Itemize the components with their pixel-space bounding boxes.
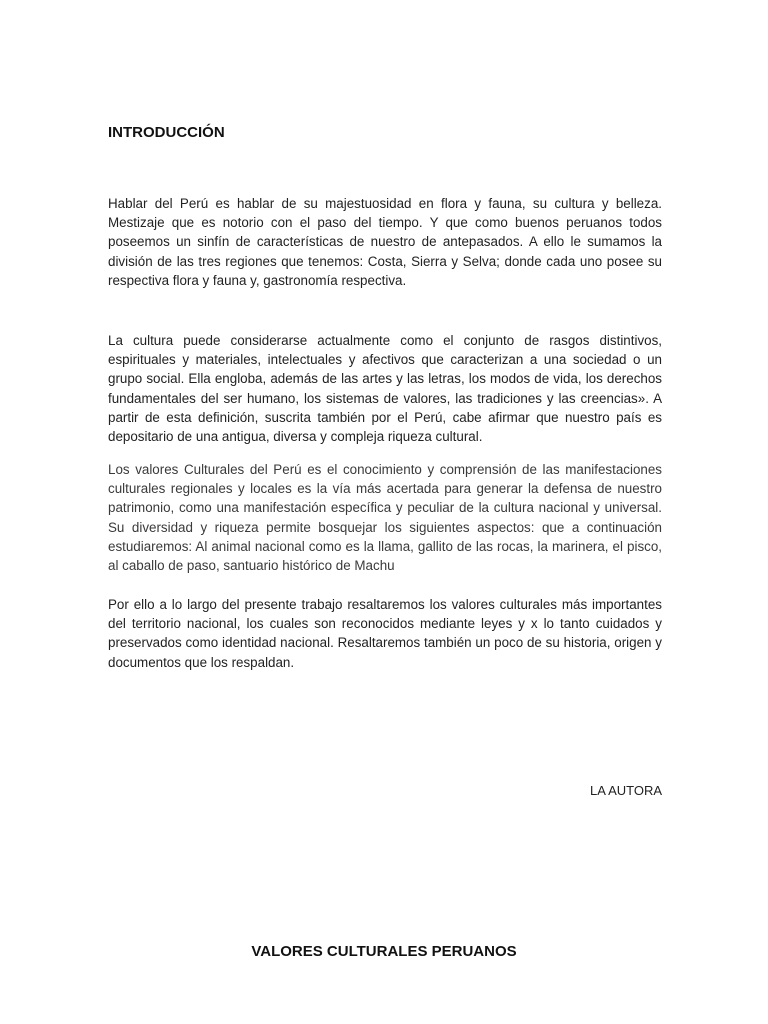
intro-paragraph-1: Hablar del Perú es hablar de su majestuosidad en flora y fauna, su cultura y belleza. Mestizaje que es notorio con el paso del tiempo. Y que como buenos peruanos todos poseemos un sinfín de características de nuestro de antepasados. A ello le sumamos la división de las tres regiones que tenemos: Costa, Sierra y Selva; donde cada uno posee su respectiva flora y fauna y, gastronomía respectiva.: [108, 196, 662, 288]
intro-paragraph-4: Por ello a lo largo del presente trabajo resaltaremos los valores culturales más importantes del territorio nacional, los cuales son reconocidos mediante leyes y x lo tanto cuidados y preservados como identidad nacional. Resaltaremos también un poco de su historia, origen y documentos que los respaldan.: [108, 597, 662, 670]
introduction-heading: INTRODUCCIÓN: [108, 124, 225, 141]
next-section-title: VALORES CULTURALES PERUANOS: [251, 943, 517, 960]
intro-paragraph-3: Los valores Culturales del Perú es el conocimiento y comprensión de las manifestaciones culturales regionales y locales es la vía más acertada para generar la defensa de nuestro patrimonio, como una manifestación específica y peculiar de la cultura nacional y universal. Su diversidad y riqueza permite bosquejar los siguientes aspectos: que a continuación estudiaremos: Al animal nacional como es la llama, gallito de las rocas, la marinera, el pisco, al caballo de paso, santuario histórico de Machu: [108, 462, 662, 574]
intro-paragraph-2: La cultura puede considerarse actualmente como el conjunto de rasgos distintivos, espirituales y materiales, intelectuales y afectivos que caracterizan a una sociedad o un grupo social. Ella engloba, además de las artes y las letras, los modos de vida, los derechos fundamentales del ser humano, los sistemas de valores, las tradiciones y las creencias». A partir de esta definición, suscrita también por el Perú, cabe afirmar que nuestro país es depositario de una antigua, diversa y compleja riqueza cultural.: [108, 333, 662, 445]
author-signature: LA AUTORA: [589, 783, 662, 798]
